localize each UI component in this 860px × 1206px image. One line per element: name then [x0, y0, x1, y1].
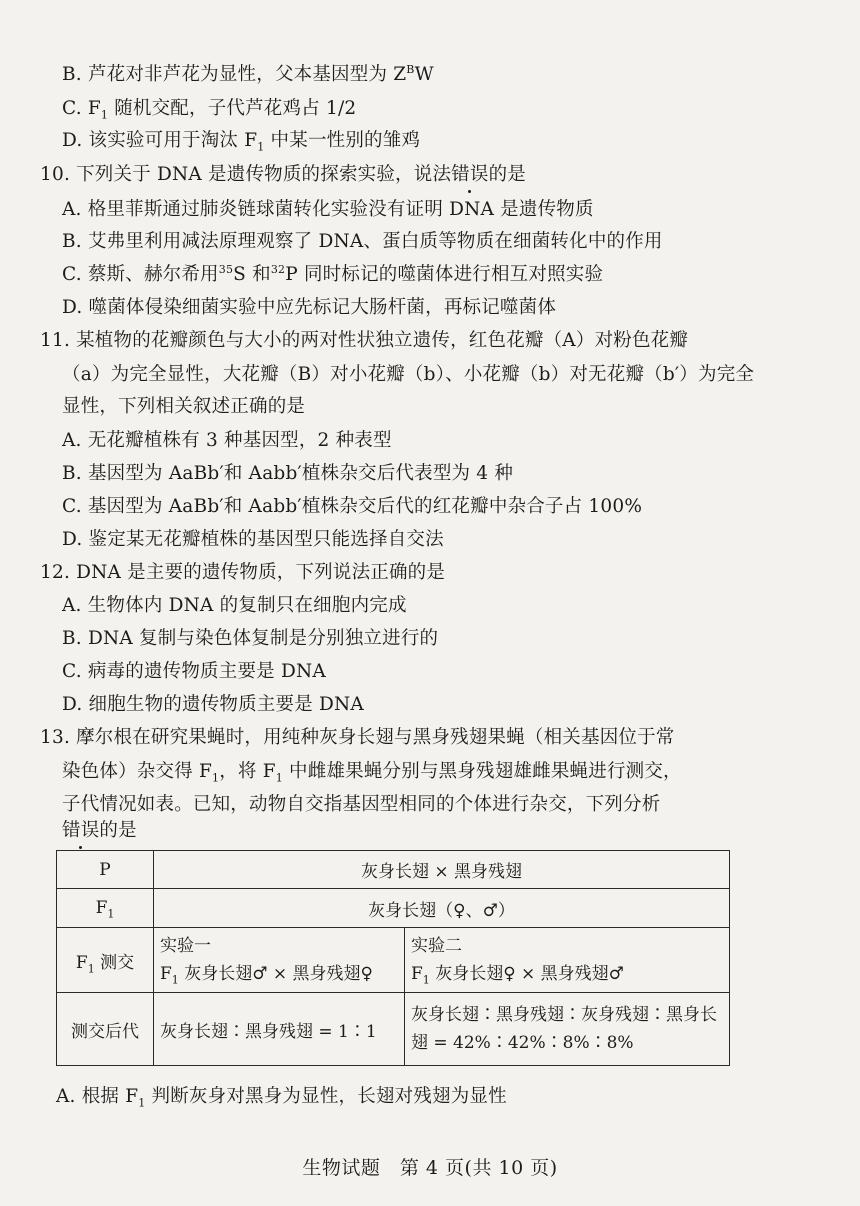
table-row-p [57, 851, 730, 889]
table-row-offspring [57, 993, 730, 1066]
q9-option-c: C. $F_1$ 随机交配，子代芦花鸡占 1/2 [62, 98, 357, 122]
experiment-two-cell [405, 928, 730, 993]
table-row-f1 [57, 889, 730, 928]
q10-option-c: C. 蔡斯、赫尔希用$^{35}$S 和$^{32}$P 同时标记的噬菌体进行相互对照实验 [62, 262, 604, 285]
q10-option-b: B. 艾弗里利用减法原理观察了 DNA、蛋白质等物质在细菌转化中的作用 [62, 231, 663, 252]
f1-value: 灰身长翅（♀、♂） [154, 889, 730, 928]
offspring-two: 灰身长翅∶黑身残翅∶灰身残翅∶黑身长 翅 = 42%∶42%∶8%∶8% [405, 993, 730, 1066]
row-label-testcross: $F_1$ 测交 [57, 928, 154, 993]
q13-stem-line1: 13. 摩尔根在研究果蝇时，用纯种灰身长翅与黑身残翅果蝇（相关基因位于常 [40, 727, 675, 748]
experiment-two-cross: $F_1$ 灰身长翅♀ × 黑身残翅♂ [411, 964, 624, 987]
page-footer: 生物试题 第 4 页(共 10 页) [302, 1157, 558, 1179]
p-value: 灰身长翅 × 黑身残翅 [154, 851, 730, 889]
q11-option-d: D. 鉴定某无花瓣植株的基因型只能选择自交法 [62, 529, 444, 550]
q13-option-a: A. 根据 $F_1$ 判断灰身对黑身为显性，长翅对残翅为显性 [56, 1086, 507, 1110]
q13-stem-line3: 子代情况如表。已知，动物自交指基因型相同的个体进行杂交，下列分析 [62, 794, 661, 815]
q11-stem-line2: （a）为完全显性，大花瓣（B）对小花瓣（b）、小花瓣（b）对无花瓣（b′）为完全 [62, 364, 755, 385]
q9-option-b: B. 芦花对非芦花为显性，父本基因型为 $Z^BW$ [62, 62, 434, 85]
table-row-testcross [57, 928, 730, 993]
emphasis-text: 错误 [62, 818, 99, 844]
experiment-one-title: 实验一 [160, 936, 211, 956]
q10-stem: 10. 下列关于 DNA 是遗传物质的探索实验，说法错误的是 [40, 162, 526, 188]
q12-option-a: A. 生物体内 DNA 的复制只在细胞内完成 [62, 595, 407, 616]
q12-stem: 12. DNA 是主要的遗传物质，下列说法正确的是 [40, 562, 446, 583]
q10-option-d: D. 噬菌体侵染细菌实验中应先标记大肠杆菌，再标记噬菌体 [62, 297, 557, 318]
q11-option-a: A. 无花瓣植株有 3 种基因型，2 种表型 [62, 430, 392, 451]
q10-option-a: A. 格里菲斯通过肺炎链球菌转化实验没有证明 DNA 是遗传物质 [62, 199, 594, 220]
q12-option-d: D. 细胞生物的遗传物质主要是 DNA [62, 694, 364, 715]
row-label-f1: $F_1$ [57, 889, 154, 928]
offspring-one: 灰身长翅∶黑身残翅 = 1∶1 [154, 993, 405, 1066]
q11-stem-line3: 显性，下列相关叙述正确的是 [62, 396, 306, 417]
experiment-one-cell [154, 928, 405, 993]
experiment-one-cross: $F_1$ 灰身长翅♂ × 黑身残翅♀ [160, 964, 373, 987]
q13-stem-line2: 染色体）杂交得 $F_1$，将 $F_1$ 中雌雄果蝇分别与黑身残翅雄雌果蝇进行测交， [62, 761, 682, 785]
q9-option-d: D. 该实验可用于淘汰 $F_1$ 中某一性别的雏鸡 [62, 130, 421, 154]
q12-option-b: B. DNA 复制与染色体复制是分别独立进行的 [62, 628, 439, 649]
q11-option-b: B. 基因型为 AaBb′和 Aabb′植株杂交后代表型为 4 种 [62, 463, 514, 484]
cross-experiment-table [56, 850, 730, 1066]
row-label-p: P [57, 851, 154, 889]
row-label-offspring: 测交后代 [57, 993, 154, 1066]
experiment-two-title: 实验二 [411, 936, 462, 956]
q12-option-c: C. 病毒的遗传物质主要是 DNA [62, 661, 326, 682]
emphasis-text: 错误 [451, 162, 488, 188]
q13-stem-line4: 错误的是 [62, 818, 137, 844]
q11-option-c: C. 基因型为 AaBb′和 Aabb′植株杂交后代的红花瓣中杂合子占 100% [62, 496, 643, 517]
q11-stem-line1: 11. 某植物的花瓣颜色与大小的两对性状独立遗传，红色花瓣（A）对粉色花瓣 [40, 330, 689, 351]
